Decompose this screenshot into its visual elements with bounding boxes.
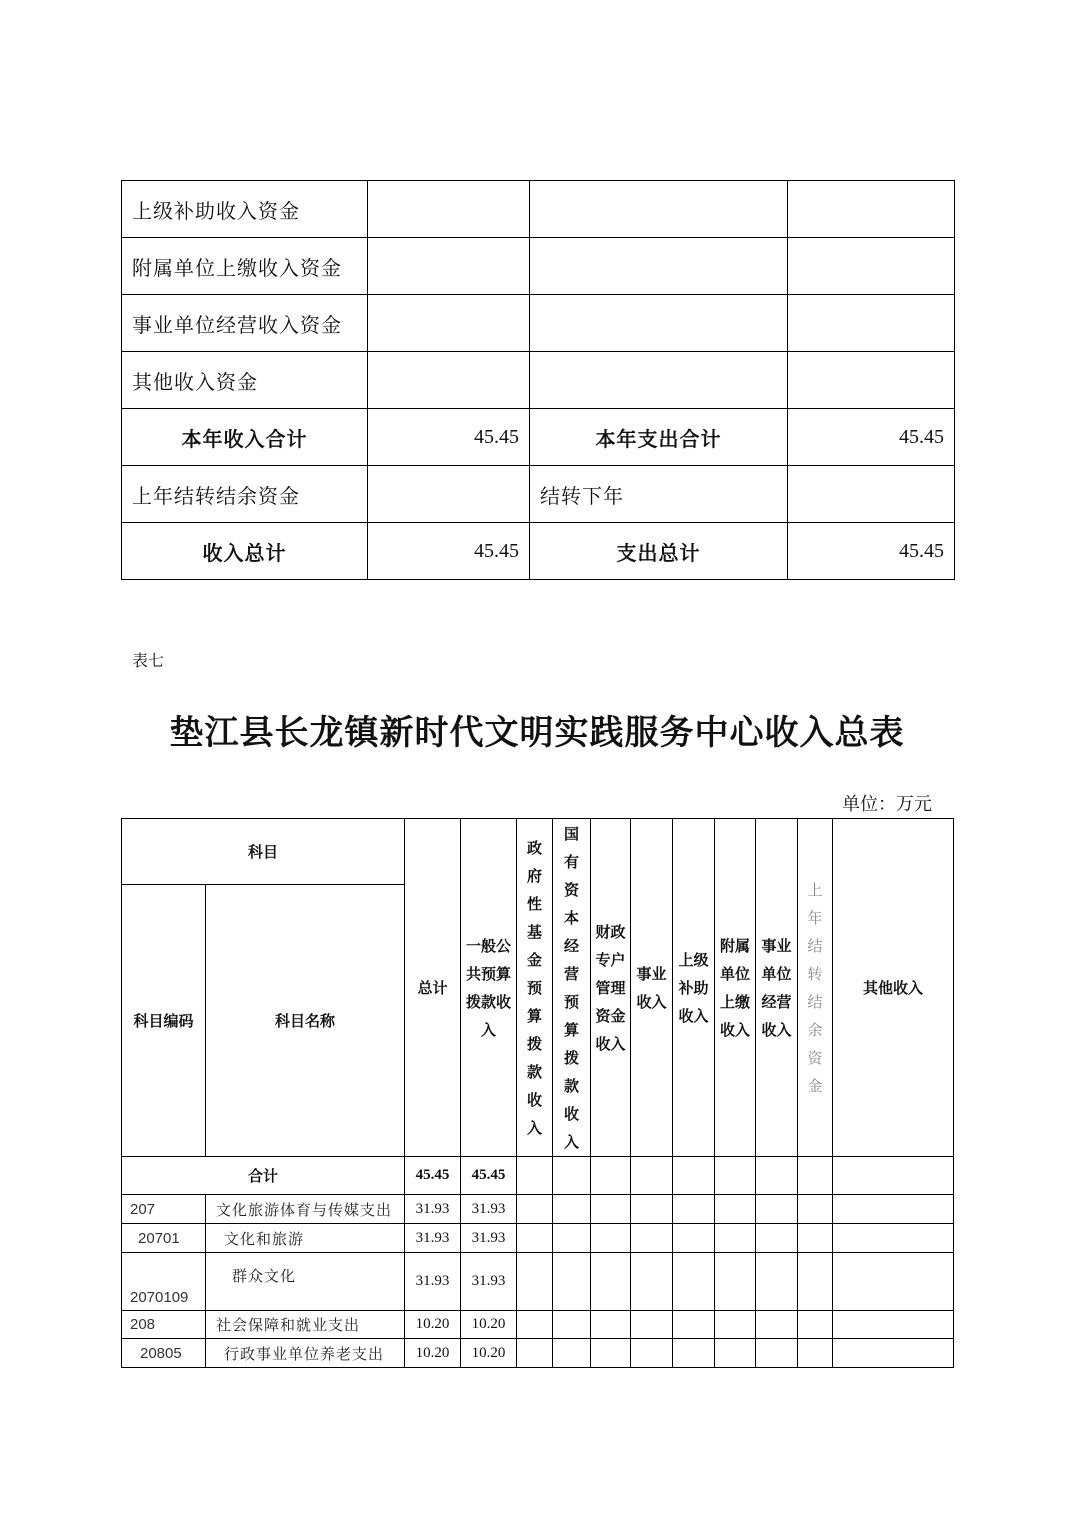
table-row xyxy=(122,1311,954,1339)
subject-code: 207 xyxy=(122,1195,206,1224)
subject-name: 社会保障和就业支出 xyxy=(206,1311,405,1339)
row-total: 31.93 xyxy=(405,1195,461,1224)
empty-cell xyxy=(530,295,788,352)
income-expense-summary-table xyxy=(121,180,955,580)
row-label: 其他收入资金 xyxy=(122,352,368,409)
empty-cell xyxy=(798,1253,833,1311)
empty-cell xyxy=(631,1311,673,1339)
empty-cell xyxy=(798,1224,833,1253)
empty-cell xyxy=(368,466,530,523)
subject-name: 文化旅游体育与传媒支出 xyxy=(206,1195,405,1224)
row-label: 附属单位上缴收入资金 xyxy=(122,238,368,295)
empty-cell xyxy=(673,1339,715,1368)
empty-cell xyxy=(591,1311,631,1339)
subject-code: 208 xyxy=(122,1311,206,1339)
empty-cell xyxy=(553,1253,591,1311)
table-row xyxy=(122,1224,954,1253)
empty-cell xyxy=(715,1224,756,1253)
empty-cell xyxy=(591,1195,631,1224)
table-row xyxy=(122,466,955,523)
other-income-header: 其他收入 xyxy=(833,819,954,1157)
row-total: 31.93 xyxy=(405,1224,461,1253)
empty-cell xyxy=(833,1195,954,1224)
empty-cell xyxy=(798,1311,833,1339)
table-row xyxy=(122,1253,954,1311)
empty-cell xyxy=(798,1339,833,1368)
carry-forward-label: 结转下年 xyxy=(530,466,788,523)
row-general: 10.20 xyxy=(461,1339,517,1368)
empty-cell xyxy=(673,1195,715,1224)
subject-code-header: 科目编码 xyxy=(122,885,206,1157)
empty-cell xyxy=(756,1253,798,1311)
empty-cell xyxy=(517,1195,553,1224)
empty-cell xyxy=(756,1311,798,1339)
expense-grand-total-value: 45.45 xyxy=(788,523,955,580)
empty-cell xyxy=(798,1195,833,1224)
empty-cell xyxy=(788,295,955,352)
empty-cell xyxy=(368,295,530,352)
row-general: 31.93 xyxy=(461,1253,517,1311)
expense-year-total-label: 本年支出合计 xyxy=(530,409,788,466)
page-title: 垫江县长龙镇新时代文明实践服务中心收入总表 xyxy=(169,713,905,753)
empty-cell xyxy=(591,1224,631,1253)
empty-cell xyxy=(631,1195,673,1224)
empty-cell xyxy=(530,238,788,295)
table-row xyxy=(122,181,955,238)
subject-code: 2070109 xyxy=(122,1253,206,1311)
income-year-total-value: 45.45 xyxy=(368,409,530,466)
gov-fund-header: 政府性基金预算拨款收入 xyxy=(517,819,553,1157)
empty-cell xyxy=(756,1224,798,1253)
empty-cell xyxy=(631,1157,673,1195)
empty-cell xyxy=(833,1311,954,1339)
empty-cell xyxy=(788,466,955,523)
total-row-general: 45.45 xyxy=(461,1157,517,1195)
empty-cell xyxy=(553,1157,591,1195)
empty-cell xyxy=(553,1224,591,1253)
row-total: 10.20 xyxy=(405,1311,461,1339)
subject-header: 科目 xyxy=(122,819,405,885)
subject-name: 群众文化 xyxy=(206,1253,405,1311)
income-grand-total-label: 收入总计 xyxy=(122,523,368,580)
empty-cell xyxy=(631,1339,673,1368)
row-general: 31.93 xyxy=(461,1224,517,1253)
subject-code: 20805 xyxy=(122,1339,206,1368)
empty-cell xyxy=(530,352,788,409)
empty-cell xyxy=(756,1157,798,1195)
empty-cell xyxy=(798,1157,833,1195)
fiscal-special-header: 财政专户管理资金收入 xyxy=(591,819,631,1157)
empty-cell xyxy=(517,1311,553,1339)
empty-cell xyxy=(517,1157,553,1195)
empty-cell xyxy=(673,1253,715,1311)
table-row xyxy=(122,238,955,295)
empty-cell xyxy=(788,181,955,238)
income-grand-total-value: 45.45 xyxy=(368,523,530,580)
income-summary-table xyxy=(121,818,954,1368)
empty-cell xyxy=(673,1224,715,1253)
total-row-label: 合计 xyxy=(122,1157,405,1195)
prev-balance-header: 上年结转结余资金 xyxy=(798,819,833,1157)
unit-label: 单位：万元 xyxy=(842,794,932,815)
row-total: 31.93 xyxy=(405,1253,461,1311)
table-row xyxy=(122,352,955,409)
empty-cell xyxy=(715,1339,756,1368)
prev-balance-label: 上年结转结余资金 xyxy=(122,466,368,523)
empty-cell xyxy=(368,238,530,295)
empty-cell xyxy=(673,1311,715,1339)
year-total-row xyxy=(122,409,955,466)
row-label: 上级补助收入资金 xyxy=(122,181,368,238)
empty-cell xyxy=(517,1253,553,1311)
row-general: 31.93 xyxy=(461,1195,517,1224)
expense-year-total-value: 45.45 xyxy=(788,409,955,466)
empty-cell xyxy=(591,1253,631,1311)
empty-cell xyxy=(631,1224,673,1253)
empty-cell xyxy=(530,181,788,238)
grand-total-row xyxy=(122,523,955,580)
subject-name: 文化和旅游 xyxy=(206,1224,405,1253)
empty-cell xyxy=(833,1224,954,1253)
empty-cell xyxy=(833,1253,954,1311)
row-label: 事业单位经营收入资金 xyxy=(122,295,368,352)
state-capital-header: 国有资本经营预算拨款收入 xyxy=(553,819,591,1157)
table-row xyxy=(122,295,955,352)
empty-cell xyxy=(673,1157,715,1195)
empty-cell xyxy=(788,238,955,295)
business-income-header: 事业收入 xyxy=(631,819,673,1157)
subject-code: 20701 xyxy=(122,1224,206,1253)
table-row xyxy=(122,1339,954,1368)
empty-cell xyxy=(833,1157,954,1195)
superior-subsidy-header: 上级补助收入 xyxy=(673,819,715,1157)
business-operation-header: 事业单位经营收入 xyxy=(756,819,798,1157)
empty-cell xyxy=(756,1195,798,1224)
general-budget-header: 一般公共预算拨款收入 xyxy=(461,819,517,1157)
empty-cell xyxy=(368,181,530,238)
affiliated-remit-header: 附属单位上缴收入 xyxy=(715,819,756,1157)
table-row xyxy=(122,1195,954,1224)
empty-cell xyxy=(553,1195,591,1224)
empty-cell xyxy=(631,1253,673,1311)
empty-cell xyxy=(368,352,530,409)
empty-cell xyxy=(715,1253,756,1311)
empty-cell xyxy=(517,1224,553,1253)
header-row xyxy=(122,819,954,885)
empty-cell xyxy=(715,1195,756,1224)
empty-cell xyxy=(833,1339,954,1368)
table-number-label: 表七 xyxy=(132,651,165,670)
income-year-total-label: 本年收入合计 xyxy=(122,409,368,466)
empty-cell xyxy=(756,1339,798,1368)
empty-cell xyxy=(517,1339,553,1368)
empty-cell xyxy=(788,352,955,409)
subject-name-header: 科目名称 xyxy=(206,885,405,1157)
empty-cell xyxy=(715,1311,756,1339)
empty-cell xyxy=(553,1311,591,1339)
total-row-total: 45.45 xyxy=(405,1157,461,1195)
expense-grand-total-label: 支出总计 xyxy=(530,523,788,580)
empty-cell xyxy=(553,1339,591,1368)
empty-cell xyxy=(591,1339,631,1368)
row-total: 10.20 xyxy=(405,1339,461,1368)
subject-name: 行政事业单位养老支出 xyxy=(206,1339,405,1368)
row-general: 10.20 xyxy=(461,1311,517,1339)
empty-cell xyxy=(591,1157,631,1195)
total-row xyxy=(122,1157,954,1195)
empty-cell xyxy=(715,1157,756,1195)
total-header: 总计 xyxy=(405,819,461,1157)
